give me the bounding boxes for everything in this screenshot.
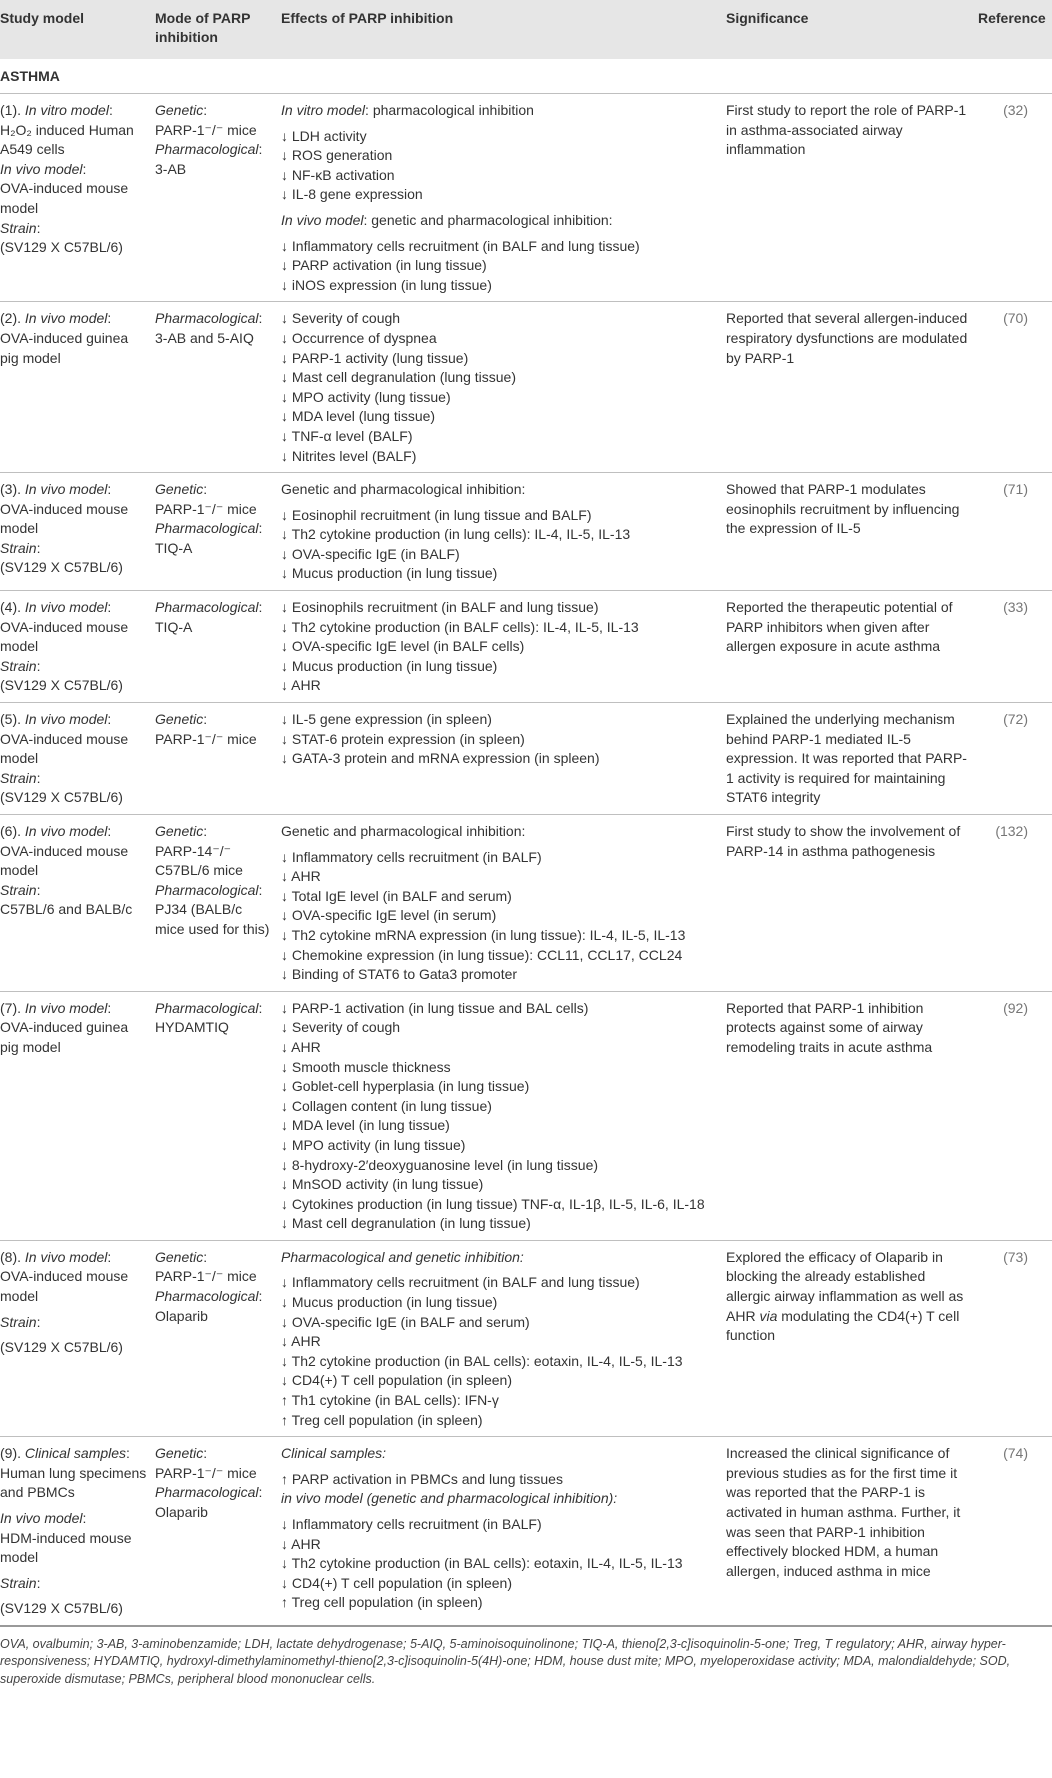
study-model-line: In vivo model: (0, 1510, 87, 1526)
effect-line: ↓ Cytokines production (in lung tissue) TNF-α, IL-1β, IL-5, IL-6, IL-18 (281, 1195, 705, 1212)
study-model-line: OVA-induced mouse model (0, 730, 129, 767)
inhibition-mode-line: Genetic: (155, 711, 208, 728)
cell-mode-of-inhibition (155, 815, 281, 992)
section-title: ASTHMA (0, 59, 1052, 94)
effect-line: ↓ TNF-α level (BALF) (281, 427, 413, 444)
effect-line: ↓ PARP-1 activity (lung tissue) (281, 349, 469, 366)
effect-line: ↓ Total IgE level (in BALF and serum) (281, 887, 512, 904)
study-model-line: (SV129 X C57BL/6) (0, 677, 123, 694)
effect-line: ↓ Nitrites level (BALF) (281, 447, 417, 464)
table-body (0, 59, 1052, 1625)
effect-line: ↓ ROS generation (281, 147, 393, 164)
study-model-line: OVA-induced guinea pig model (0, 1019, 129, 1055)
effect-line: ↓ OVA-specific IgE level (in BALF cells) (281, 638, 525, 655)
inhibition-mode-line: PARP-1⁻/⁻ mice (155, 121, 257, 138)
effect-line: In vitro model: pharmacological inhibition (281, 102, 534, 118)
cell-study-model (0, 815, 155, 992)
study-model-line: Strain: (0, 769, 41, 786)
cell-mode-of-inhibition (155, 991, 281, 1240)
effect-line: ↓ AHR (281, 1535, 321, 1552)
study-model-line: OVA-induced mouse model (0, 180, 129, 216)
cell-effects (281, 991, 726, 1240)
effect-line: ↓ NF-κB activation (281, 166, 395, 183)
study-model-line: (3). In vivo model: (0, 481, 112, 498)
cell-effects (281, 703, 726, 815)
cell-effects (281, 473, 726, 591)
effect-line: ↓ OVA-specific IgE (in BALF) (281, 545, 460, 562)
table-header (0, 0, 1052, 59)
effect-line: ↓ Collagen content (in lung tissue) (281, 1097, 492, 1114)
study-model-line: Strain: (0, 1574, 41, 1591)
effect-line: ↓ AHR (281, 1038, 321, 1055)
study-model-line: (4). In vivo model: (0, 599, 112, 616)
study-model-line: Strain: (0, 657, 41, 674)
effect-line: ↓ Inflammatory cells recruitment (in BALF) (281, 848, 542, 865)
effect-line: In vivo model: genetic and pharmacological inhibition: (281, 211, 613, 228)
cell-effects (281, 1240, 726, 1436)
effect-line: ↓ Inflammatory cells recruitment (in BALF and lung tissue) (281, 237, 640, 254)
cell-significance: First study to report the role of PARP-1 in asthma-associated airway inflammation (726, 94, 978, 302)
effect-line: ↑ Th1 cytokine (in BAL cells): IFN-γ (281, 1392, 499, 1409)
study-model-line: Strain: (0, 219, 41, 236)
header-study-model: Study model (0, 0, 155, 59)
effect-line: ↓ AHR (281, 1333, 321, 1350)
cell-study-model (0, 591, 155, 703)
inhibition-mode-line: Pharmacological: (155, 141, 263, 158)
effect-line: ↓ STAT-6 protein expression (in spleen) (281, 730, 525, 747)
table-footnote: OVA, ovalbumin; 3-AB, 3-aminobenzamide; LDH, lactate dehydrogenase; 5-AIQ, 5-aminoisoquinolinone; TIQ-A, thieno[2,3-c]isoquinolin-5-one; Treg, T regulatory; AHR, airway hyper-responsiveness; HYDAMTIQ, hydroxyl-dimethylaminomethyl-thieno[2,3-c]isoquinolin-5(4H)-one; HDM, house dust mite; MPO, myeloperoxidase activity; MDA, malondialdehyde; SOD, superoxide dismutase; PBMCs, peripheral blood mononuclear cells. (0, 1626, 1052, 1689)
table-row (0, 94, 1052, 302)
effect-line: ↑ PARP activation in PBMCs and lung tissues (281, 1470, 563, 1487)
effect-line: ↓ IL-8 gene expression (281, 186, 423, 203)
study-model-line: (5). In vivo model: (0, 711, 112, 728)
effect-line: ↓ AHR (281, 868, 321, 885)
inhibition-mode-line: PJ34 (BALB/c mice used for this) (155, 901, 270, 937)
study-model-line: Strain: (0, 539, 41, 556)
study-model-line: OVA-induced mouse model (0, 1268, 129, 1305)
inhibition-mode-line: HYDAMTIQ (155, 1019, 229, 1036)
study-model-line: (SV129 X C57BL/6) (0, 1600, 123, 1617)
study-model-line: (SV129 X C57BL/6) (0, 1339, 123, 1356)
effect-line: ↓ MPO activity (in lung tissue) (281, 1136, 466, 1153)
header-mode-of-inhibition: Mode of PARP inhibition (155, 0, 281, 59)
effect-line: ↓ Inflammatory cells recruitment (in BALF) (281, 1516, 542, 1532)
inhibition-mode-line: 3-AB and 5-AIQ (155, 329, 254, 346)
study-model-line: H₂O₂ induced Human A549 cells (0, 121, 134, 158)
effect-line: ↓ iNOS expression (in lung tissue) (281, 276, 492, 293)
inhibition-mode-line: PARP-1⁻/⁻ mice (155, 1268, 257, 1285)
effect-line: Pharmacological and genetic inhibition: (281, 1248, 524, 1265)
cell-study-model (0, 1240, 155, 1436)
study-model-line: OVA-induced guinea pig model (0, 329, 129, 366)
cell-mode-of-inhibition (155, 302, 281, 473)
cell-mode-of-inhibition (155, 1240, 281, 1436)
effect-line: ↓ Chemokine expression (in lung tissue): CCL11, CCL17, CCL24 (281, 946, 683, 963)
cell-mode-of-inhibition (155, 591, 281, 703)
study-model-line: Strain: (0, 881, 41, 898)
cell-effects (281, 815, 726, 992)
effect-line: Genetic and pharmacological inhibition: (281, 481, 526, 498)
cell-study-model (0, 302, 155, 473)
inhibition-mode-line: Olaparib (155, 1504, 208, 1520)
effect-line: ↓ 8-hydroxy-2′deoxyguanosine level (in lung tissue) (281, 1156, 599, 1173)
study-model-line: (7). In vivo model: (0, 999, 112, 1016)
study-model-line: (2). In vivo model: (0, 310, 112, 327)
effect-line: ↓ Severity of cough (281, 1019, 401, 1036)
cell-significance: Explained the underlying mechanism behind PARP-1 mediated IL-5 expression. It was reported that PARP-1 activity is required for maintaining STAT6 integrity (726, 703, 978, 815)
study-model-line: C57BL/6 and BALB/c (0, 901, 133, 918)
inhibition-mode-line: Genetic: (155, 102, 208, 118)
inhibition-mode-line: Pharmacological: (155, 310, 263, 327)
cell-study-model (0, 473, 155, 591)
study-model-line: (8). In vivo model: (0, 1248, 112, 1265)
section-row (0, 59, 1052, 94)
cell-significance: First study to show the involvement of PARP-14 in asthma pathogenesis (726, 815, 978, 992)
header-effects: Effects of PARP inhibition (281, 0, 726, 59)
table-row (0, 991, 1052, 1240)
effect-line: ↓ Smooth muscle thickness (281, 1058, 451, 1075)
table-row (0, 591, 1052, 703)
cell-effects (281, 591, 726, 703)
cell-significance: Reported that PARP-1 inhibition protects against some of airway remodeling traits in acute asthma (726, 991, 978, 1240)
inhibition-mode-line: PARP-14⁻/⁻ C57BL/6 mice (155, 842, 243, 879)
effect-line: ↓ MnSOD activity (in lung tissue) (281, 1176, 484, 1193)
header-reference: Reference (978, 0, 1052, 59)
table-row (0, 815, 1052, 992)
effect-line: ↓ CD4(+) T cell population (in spleen) (281, 1574, 512, 1591)
effect-line: ↓ PARP-1 activation (in lung tissue and BAL cells) (281, 999, 589, 1016)
study-model-line: In vivo model: (0, 160, 87, 177)
effect-line: ↓ Th2 cytokine production (in lung cells): IL-4, IL-5, IL-13 (281, 526, 631, 543)
effect-line: ↓ CD4(+) T cell population (in spleen) (281, 1372, 512, 1389)
cell-effects (281, 1437, 726, 1626)
effect-line: ↓ Mucus production (in lung tissue) (281, 565, 498, 582)
inhibition-mode-line: Olaparib (155, 1307, 208, 1324)
effect-line: ↓ MDA level (lung tissue) (281, 408, 436, 425)
inhibition-mode-line: Genetic: (155, 823, 208, 839)
effect-line: ↓ Mast cell degranulation (lung tissue) (281, 369, 517, 386)
cell-reference[interactable]: (71) (978, 473, 1052, 591)
study-model-line: HDM-induced mouse model (0, 1529, 132, 1566)
effect-line: ↓ LDH activity (281, 127, 367, 144)
inhibition-mode-line: Genetic: (155, 481, 208, 498)
cell-reference[interactable]: (132) (978, 815, 1052, 992)
effect-line: ↓ OVA-specific IgE level (in serum) (281, 907, 497, 924)
inhibition-mode-line: Pharmacological: (155, 1484, 263, 1501)
inhibition-mode-line: Pharmacological: (155, 1288, 263, 1305)
inhibition-mode-line: Pharmacological: (155, 881, 263, 898)
effect-line: ↓ PARP activation (in lung tissue) (281, 257, 487, 274)
cell-significance: Increased the clinical significance of previous studies as for the first time it was reported that the PARP-1 is activated in human asthma. Further, it was seen that PARP-1 inhibition effectively blocked HDM, a human allergen, induced asthma in mice (726, 1437, 978, 1626)
effect-line: ↓ Th2 cytokine production (in BAL cells): eotaxin, IL-4, IL-5, IL-13 (281, 1352, 683, 1369)
inhibition-mode-line: TIQ-A (155, 539, 193, 556)
study-model-line: (SV129 X C57BL/6) (0, 239, 123, 256)
study-model-line: OVA-induced mouse model (0, 500, 129, 537)
effect-line: ↓ Th2 cytokine mRNA expression (in lung tissue): IL-4, IL-5, IL-13 (281, 926, 686, 943)
inhibition-mode-line: Pharmacological: (155, 599, 263, 616)
cell-reference[interactable]: (32) (978, 94, 1052, 302)
cell-study-model (0, 703, 155, 815)
inhibition-mode-line: TIQ-A (155, 618, 193, 635)
table-row (0, 302, 1052, 473)
effect-line: ↓ Th2 cytokine production (in BAL cells): eotaxin, IL-4, IL-5, IL-13 (281, 1555, 683, 1572)
cell-study-model (0, 991, 155, 1240)
effect-line: ↓ Th2 cytokine production (in BALF cells): IL-4, IL-5, IL-13 (281, 618, 639, 635)
cell-significance: Reported that several allergen-induced respiratory dysfunctions are modulated by PARP-1 (726, 302, 978, 473)
effect-line: ↓ MDA level (in lung tissue) (281, 1117, 450, 1134)
inhibition-mode-line: Pharmacological: (155, 999, 263, 1016)
effect-line: in vivo model (genetic and pharmacological inhibition): (281, 1490, 618, 1507)
cell-significance: Showed that PARP-1 modulates eosinophils recruitment by influencing the expression of IL-5 (726, 473, 978, 591)
cell-effects (281, 302, 726, 473)
study-model-line: OVA-induced mouse model (0, 842, 129, 879)
inhibition-mode-line: PARP-1⁻/⁻ mice (155, 730, 257, 747)
cell-mode-of-inhibition (155, 94, 281, 302)
effect-line: ↓ Severity of cough (281, 310, 401, 327)
effect-line: ↓ Eosinophils recruitment (in BALF and lung tissue) (281, 599, 599, 616)
table-row (0, 473, 1052, 591)
cell-reference[interactable]: (70) (978, 302, 1052, 473)
effect-line: ↓ Eosinophil recruitment (in lung tissue and BALF) (281, 506, 592, 523)
effect-line: Clinical samples: (281, 1445, 387, 1462)
effect-line: ↓ MPO activity (lung tissue) (281, 388, 451, 405)
table-row (0, 1437, 1052, 1626)
effect-line: ↓ OVA-specific IgE (in BALF and serum) (281, 1313, 530, 1330)
study-model-line: Human lung specimens and PBMCs (0, 1464, 147, 1501)
effect-line: ↓ IL-5 gene expression (in spleen) (281, 711, 492, 728)
inhibition-mode-line: Pharmacological: (155, 520, 263, 537)
inhibition-mode-line: 3-AB (155, 160, 187, 177)
table-row (0, 1240, 1052, 1436)
cell-reference[interactable]: (33) (978, 591, 1052, 703)
inhibition-mode-line: Genetic: (155, 1248, 208, 1265)
cell-study-model (0, 94, 155, 302)
study-model-line: (1). In vitro model: (0, 102, 113, 118)
effect-line: ↓ Inflammatory cells recruitment (in BALF and lung tissue) (281, 1274, 640, 1291)
cell-reference[interactable]: (74) (978, 1437, 1052, 1626)
effect-line: ↑ Treg cell population (in spleen) (281, 1411, 483, 1428)
cell-significance: Explored the efficacy of Olaparib in blocking the already established allergic airway inflammation as well as AHR via modulating the CD4(+) T cell function (726, 1240, 978, 1436)
effect-line: ↓ AHR (281, 677, 321, 694)
cell-study-model (0, 1437, 155, 1626)
header-significance: Significance (726, 0, 978, 59)
inhibition-mode-line: PARP-1⁻/⁻ mice (155, 500, 257, 517)
study-model-line: (SV129 X C57BL/6) (0, 559, 123, 576)
inhibition-mode-line: PARP-1⁻/⁻ mice (155, 1464, 257, 1481)
effect-line: ↓ Binding of STAT6 to Gata3 promoter (281, 966, 518, 983)
study-model-line: Strain: (0, 1313, 41, 1330)
table-row (0, 703, 1052, 815)
cell-mode-of-inhibition (155, 1437, 281, 1626)
cell-mode-of-inhibition (155, 473, 281, 591)
effect-line: ↓ GATA-3 protein and mRNA expression (in spleen) (281, 750, 600, 767)
effect-line: ↓ Goblet-cell hyperplasia (in lung tissue) (281, 1078, 530, 1095)
cell-reference[interactable]: (72) (978, 703, 1052, 815)
effect-line: Genetic and pharmacological inhibition: (281, 823, 526, 839)
effect-line: ↑ Treg cell population (in spleen) (281, 1594, 483, 1611)
effect-line: ↓ Mast cell degranulation (in lung tissue) (281, 1215, 531, 1232)
study-model-line: (9). Clinical samples: (0, 1445, 130, 1462)
study-model-line: (6). In vivo model: (0, 823, 112, 839)
study-model-line: (SV129 X C57BL/6) (0, 789, 123, 806)
cell-reference[interactable]: (92) (978, 991, 1052, 1240)
effect-line: ↓ Mucus production (in lung tissue) (281, 657, 498, 674)
inhibition-mode-line: Genetic: (155, 1445, 208, 1462)
cell-reference[interactable]: (73) (978, 1240, 1052, 1436)
cell-significance: Reported the therapeutic potential of PARP inhibitors when given after allergen exposure in acute asthma (726, 591, 978, 703)
cell-mode-of-inhibition (155, 703, 281, 815)
study-model-line: OVA-induced mouse model (0, 618, 129, 655)
cell-effects (281, 94, 726, 302)
effect-line: ↓ Occurrence of dyspnea (281, 329, 437, 346)
effect-line: ↓ Mucus production (in lung tissue) (281, 1294, 498, 1311)
